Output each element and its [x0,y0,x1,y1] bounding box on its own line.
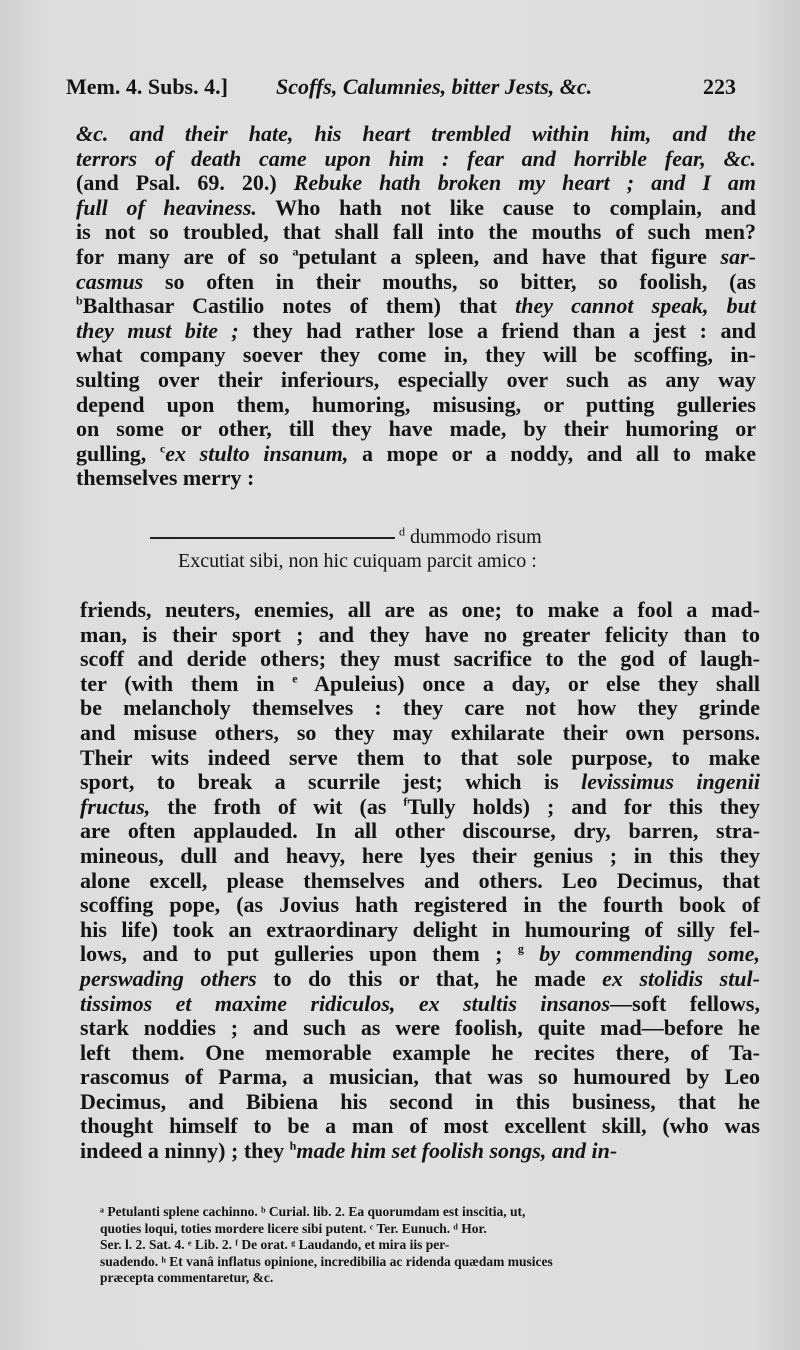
text-run: by commending some, [523,941,760,967]
footnote-mark: g [517,941,524,956]
text-run: for many are of so [76,243,293,269]
text-run: Their wits indeed serve them to that sole purpose, to make [80,744,760,770]
text-run: sar- [720,243,756,269]
text-run: &c. and their hate, his heart trembled within him, and the [76,121,756,146]
text-run: scoffing pope, (as Jovius hath registered in the fourth book of [80,892,760,918]
text-run: so often in their mouths, so bitter, so foolish, (as [143,268,756,294]
text-run: stark noddies ; and such as were foolish, quite mad—before he [80,1015,760,1041]
text-run: levissimus ingenii [581,769,760,795]
text-run: they had rather lose a friend than a jest : and [238,317,756,343]
text-run: sulting over their inferiours, especially over such as any way [76,366,756,392]
text-run: ex stulto insanum, [165,440,349,466]
footnote-mark: a [292,244,299,259]
text-line [80,598,760,623]
text-run: friends, neuters, enemies, all are as one; to make a fool a mad- [80,597,760,622]
text-run: lows, and to put gulleries upon them ; [80,941,518,967]
text-line [80,893,760,918]
text-line [80,746,760,771]
text-run: they must bite ; [76,317,239,343]
footnote-line: præcepta commentaretur, &c. [100,1270,274,1285]
text-line [76,196,756,221]
text-line [76,417,756,442]
text-run: to do this or that, he made [256,965,603,991]
footnote-line: quoties loqui, toties mordere licere sibi putent. ᶜ Ter. Eunuch. ᵈ Hor. [100,1220,487,1236]
text-run: depend upon them, humoring, misusing, or putting gulleries [76,391,756,417]
text-run: Rebuke hath broken my heart ; and I am [293,170,756,196]
main-text-lower [80,598,760,1164]
page-number: 223 [703,74,736,99]
text-line [76,270,756,295]
text-line [76,466,756,491]
text-line [80,869,760,894]
text-line [80,696,760,721]
text-line [80,1090,760,1115]
text-line [76,442,756,467]
text-line [80,721,760,746]
text-run: themselves merry : [76,465,255,491]
text-run: are often applauded. In all other discourse, dry, barren, stra- [80,818,760,844]
text-line [80,1016,760,1041]
text-line [80,819,760,844]
verse-quotation [150,525,650,573]
text-run: mineous, dull and heavy, here lyes their genius ; in this they [80,842,760,868]
text-line [80,942,760,967]
text-run: man, is their sport ; and they have no greater felicity than to [80,621,760,647]
footnote-mark: e [292,671,298,686]
verse-line-1 [150,525,650,549]
text-run: his life) took an extraordinary delight in humouring of silly fel- [80,916,760,942]
text-line [80,795,760,820]
text-line [76,294,756,319]
section-reference: Mem. 4. Subs. 4.] [66,74,228,99]
footnote-mark: d [399,524,405,539]
footnote-line: Ser. l. 2. Sat. 4. ᵉ Lib. 2. ᶠ De orat. ᵍ Laudando, et mira iis per- [100,1237,450,1252]
text-run: indeed a ninny) ; they [80,1138,290,1164]
text-run: the froth of wit (as [150,793,404,819]
text-line [80,1114,760,1139]
text-run: tissimos et maxime ridiculos, ex stultis insanos [80,990,611,1016]
text-line [80,1041,760,1066]
text-line [80,672,760,697]
text-run: gulling, [76,440,160,466]
footnotes [100,1204,766,1287]
text-run: alone excell, please themselves and others. Leo Decimus, that [80,867,760,893]
footnote-line: suadendo. ʰ Et vanâ inflatus opinione, incredibilia ac ridenda quædam musices [100,1253,553,1269]
text-run: Apuleius) once a day, or else they shall [297,670,760,696]
text-run: casmus [76,268,144,294]
text-run: Decimus, and Bibiena his second in this business, that he [80,1088,760,1114]
footnote-mark: f [403,794,408,809]
text-run: terrors of death came upon him : fear and horrible fear, &c. [76,145,756,171]
text-line [76,147,756,172]
text-line [80,844,760,869]
text-run: perswading others [80,965,257,991]
text-line [76,245,756,270]
text-run: a mope or a noddy, and all to make [348,440,757,466]
text-run: thought himself to be a man of most excellent skill, (who was [80,1113,760,1139]
text-line [80,623,760,648]
text-run: ter (with them in [80,670,293,696]
text-line [80,647,760,672]
text-line [76,171,756,196]
text-run: petulant a spleen, and have that figure [298,243,721,269]
text-line [76,319,756,344]
running-header [66,74,736,106]
text-line [80,918,760,943]
text-run: scoff and deride others; they must sacrifice to the god of laugh- [80,646,760,672]
verse-line-2: Excutiat sibi, non hic cuiquam parcit amico : [178,550,537,572]
verse-dash [150,537,395,539]
text-run: Tully holds) ; and for this they [407,793,760,819]
text-run: ex stolidis stul- [602,965,760,991]
text-line [76,122,756,147]
footnote-mark: c [159,441,166,456]
text-line [80,992,760,1017]
text-run: what company soever they come in, they will be scoffing, in- [76,342,756,368]
text-run: they cannot speak, but [515,293,757,319]
text-run: on some or other, till they have made, by their humoring or [76,416,756,442]
text-run: Balthasar Castilio notes of them) that [82,293,516,319]
text-run: left them. One memorable example he recites there, of Ta- [80,1039,760,1065]
footnote-mark: b [76,293,83,308]
text-line [76,368,756,393]
text-run: made him set foolish songs, and in- [296,1138,618,1164]
footnote-line: ᵃ Petulanti splene cachinno. ᵇ Curial. lib. 2. Ea quorumdam est inscitia, ut, [100,1204,526,1219]
text-run: full of heaviness. [76,194,257,220]
text-line [80,770,760,795]
running-title: Scoffs, Calumnies, bitter Jests, &c. [276,74,593,99]
text-line [76,393,756,418]
text-run: rascomus of Parma, a musician, that was so humoured by Leo [80,1064,760,1090]
text-run: sport, to break a scurrile jest; which is [80,769,582,795]
main-text-upper [76,122,756,491]
verse-line-1-text: dummodo risum [410,526,542,548]
text-line [80,1139,760,1164]
text-run: Who hath not like cause to complain, and [256,194,756,220]
text-run: (and Psal. 69. 20.) [76,170,294,196]
text-line [80,967,760,992]
text-run: be melancholy themselves : they care not how they grinde [80,695,760,721]
text-run: is not so troubled, that shall fall into the mouths of such men? [76,219,756,245]
footnote-mark: h [289,1138,297,1153]
text-line [80,1065,760,1090]
text-line [76,343,756,368]
text-run: fructus, [80,793,151,819]
text-line [76,220,756,245]
text-run: and misuse others, so they may exhilarate their own persons. [80,719,760,745]
text-run: —soft fellows, [610,990,760,1016]
